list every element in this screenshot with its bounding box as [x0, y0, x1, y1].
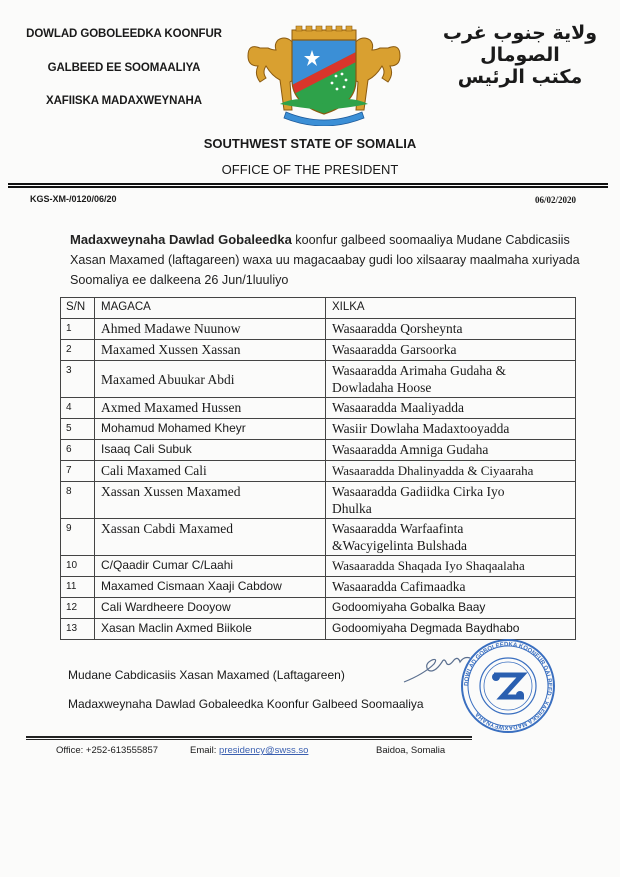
header-arabic-block: [430, 22, 610, 88]
row-sn: 10: [61, 556, 95, 577]
table-row: [61, 440, 576, 461]
footer-divider: [26, 736, 472, 740]
row-name: Xassan Cabdi Maxamed: [95, 519, 326, 556]
reference-number: KGS-XM-/0120/06/20: [30, 194, 117, 204]
office-title: OFFICE OF THE PRESIDENT: [221, 162, 399, 177]
row-role: Wasaaradda Qorsheynta: [326, 319, 576, 340]
coat-of-arms-icon: [240, 8, 408, 126]
row-role: Godoomiyaha Degmada Baydhabo: [326, 619, 576, 640]
row-name: Axmed Maxamed Hussen: [95, 398, 326, 419]
intro-text: koonfur galbeed soomaaliya Mudane Cabdicasiis Xasan Maxamed (laftagareen) waxa uu magacaabay gudi loo xilsaaray maalmaha xuriyada Soomaliya ee dalkeena 26 Jun/1luuliyo: [70, 233, 580, 287]
table-row: [61, 398, 576, 419]
official-stamp-icon: [458, 637, 558, 735]
row-name: Mohamud Mohamed Kheyr: [95, 419, 326, 440]
table-row: [61, 598, 576, 619]
footer-email-link[interactable]: presidency@swss.so: [219, 745, 309, 756]
state-title: SOUTHWEST STATE OF SOMALIA: [203, 136, 417, 151]
row-sn: 12: [61, 598, 95, 619]
intro-paragraph: [70, 230, 580, 290]
header-divider: [8, 183, 608, 189]
header-xilka: XILKA: [326, 298, 576, 319]
row-name: Maxamed Cismaan Xaaji Cabdow: [95, 577, 326, 598]
table-row: [61, 361, 576, 398]
footer-office-phone: Office: +252-613555857: [56, 745, 159, 756]
table-row: [61, 461, 576, 482]
row-role: Wasaaradda Arimaha Gudaha & Dowladaha Hoose: [326, 361, 576, 398]
footer-email: [190, 745, 308, 756]
footer-location: Baidoa, Somalia: [376, 745, 446, 756]
row-name: Xasan Maclin Axmed Biikole: [95, 619, 326, 640]
row-sn: 5: [61, 419, 95, 440]
intro-bold: Madaxweynaha Dawlad Gobaleedka: [70, 232, 292, 247]
header-arabic-line-1: ولاية جنوب غرب: [442, 22, 598, 44]
row-name: Ahmed Madawe Nuunow: [95, 319, 326, 340]
row-role: Wasaaradda Cafimaadka: [326, 577, 576, 598]
table-row: [61, 319, 576, 340]
table-row: [61, 577, 576, 598]
signatory-title: Madaxweynaha Dawlad Gobaleedka Koonfur Galbeed Soomaaliya: [68, 697, 424, 711]
table-row: [61, 419, 576, 440]
row-role: Wasaaradda Garsoorka: [326, 340, 576, 361]
row-name: Cali Wardheere Dooyow: [95, 598, 326, 619]
row-role: Wasiir Dowlaha Madaxtooyadda: [326, 419, 576, 440]
row-sn: 1: [61, 319, 95, 340]
table-row: [61, 482, 576, 519]
row-sn: 11: [61, 577, 95, 598]
row-name: Maxamed Abuukar Abdi: [95, 361, 326, 398]
header-line-2: GALBEED EE SOOMAALIYA: [47, 62, 201, 74]
row-sn: 8: [61, 482, 95, 519]
stamp-text: DOWLAD GOBOLEEDKA KOONFUR GALBEED · XAFIISKA MADAXWEYNAHA: [463, 641, 553, 731]
table-row: [61, 340, 576, 361]
table-row: [61, 556, 576, 577]
signatory-name: Mudane Cabdicasiis Xasan Maxamed (Laftagareen): [68, 668, 345, 682]
row-role: Wasaaradda Amniga Gudaha: [326, 440, 576, 461]
header-line-3: XAFIISKA MADAXWEYNAHA: [46, 95, 202, 107]
row-role: Wasaaradda Shaqada Iyo Shaqaalaha: [326, 556, 576, 577]
table-header-row: [61, 298, 576, 319]
row-name: Xassan Xussen Maxamed: [95, 482, 326, 519]
header-somali-block: [8, 28, 240, 107]
footer-email-label: Email:: [190, 745, 220, 756]
row-sn: 4: [61, 398, 95, 419]
table-row: [61, 519, 576, 556]
row-role: Godoomiyaha Gobalka Baay: [326, 598, 576, 619]
row-sn: 3: [61, 361, 95, 398]
header-arabic-line-2: الصومال: [480, 44, 560, 66]
row-name: Maxamed Xussen Xassan: [95, 340, 326, 361]
document-date: 06/02/2020: [535, 195, 577, 205]
header-sn: S/N: [61, 298, 95, 319]
row-sn: 13: [61, 619, 95, 640]
row-name: C/Qaadir Cumar C/Laahi: [95, 556, 326, 577]
svg-text:DOWLAD GOBOLEEDKA KOONFUR GALB: [464, 642, 552, 730]
row-sn: 2: [61, 340, 95, 361]
header-magaca: MAGACA: [95, 298, 326, 319]
header-arabic-line-3: مكتب الرئيس: [457, 66, 583, 88]
appointees-table: [60, 297, 576, 640]
row-name: Cali Maxamed Cali: [95, 461, 326, 482]
row-role: Wasaaradda Maaliyadda: [326, 398, 576, 419]
row-sn: 9: [61, 519, 95, 556]
row-sn: 6: [61, 440, 95, 461]
row-role: Wasaaradda Warfaafinta &Wacyigelinta Bulshada: [326, 519, 576, 556]
header-line-1: DOWLAD GOBOLEEDKA KOONFUR: [26, 28, 222, 40]
row-role: Wasaaradda Dhalinyadda & Ciyaaraha: [326, 461, 576, 482]
row-role: Wasaaradda Gadiidka Cirka Iyo Dhulka: [326, 482, 576, 519]
row-name: Isaaq Cali Subuk: [95, 440, 326, 461]
row-sn: 7: [61, 461, 95, 482]
